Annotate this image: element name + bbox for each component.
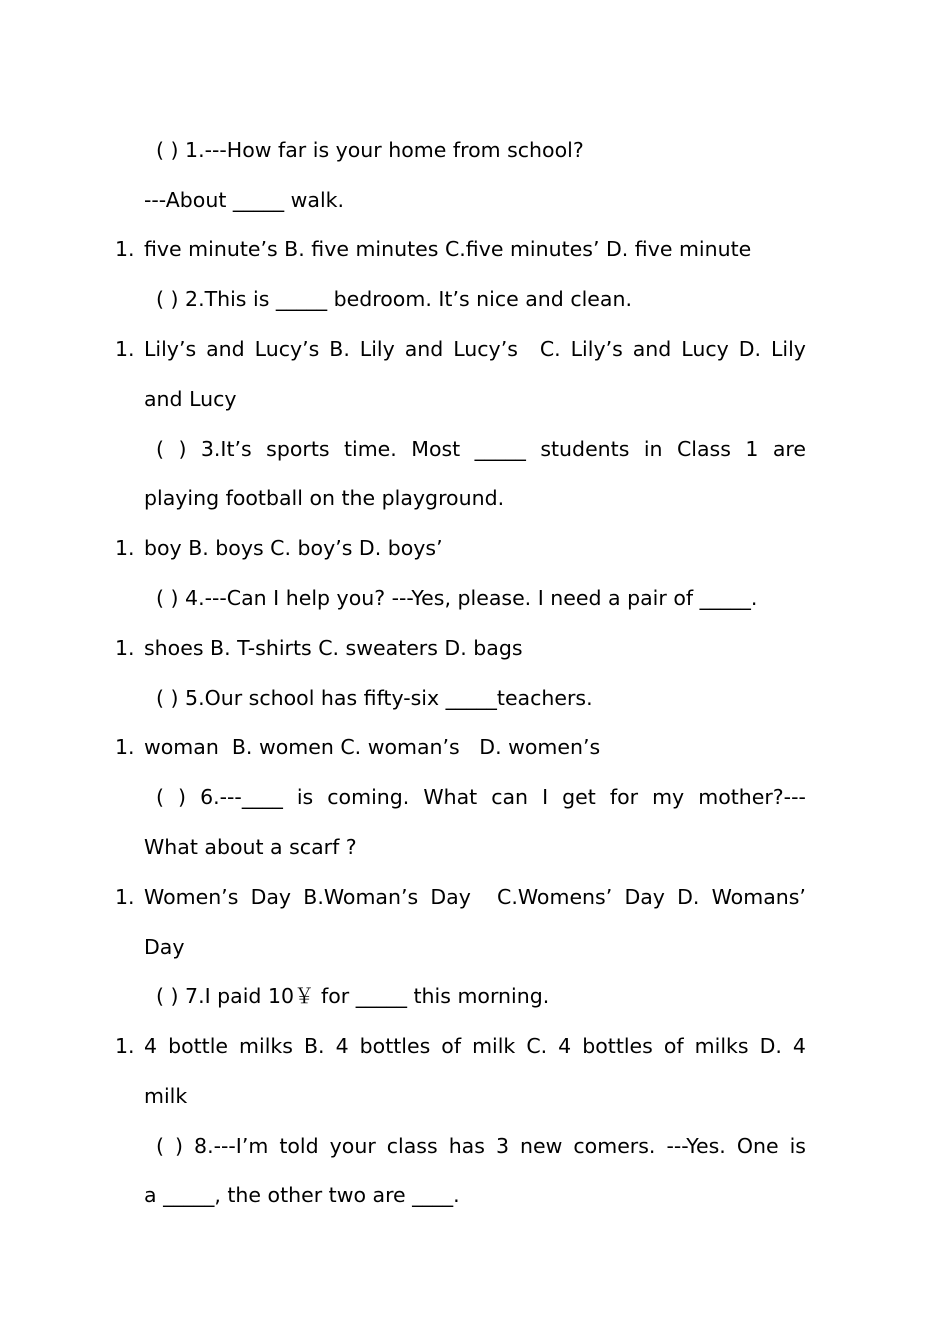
q8-stem-word: ---Yes. (666, 1134, 726, 1158)
q3-options: boy B. boys C. boy’s D. boys’ (144, 536, 443, 560)
q6-stem-word: coming. (327, 785, 410, 809)
q8-stem-word: 8.---I’m (194, 1134, 269, 1158)
q4-options: shoes B. T-shirts C. sweaters D. bags (144, 636, 523, 660)
q6-options (144, 883, 806, 911)
q8-stem-word: has (448, 1134, 485, 1158)
q2-stem: ( ) 2.This is _____ bedroom. It’s nice and clean. (156, 287, 632, 311)
q6-options-continued: Day (144, 935, 185, 959)
q8-stem-word: new (520, 1134, 563, 1158)
q2-option-word: Lily’s (144, 337, 197, 361)
q3-stem-word: 3.It’s (200, 437, 252, 461)
q7-option-word: milks (694, 1034, 749, 1058)
q2-option-number: 1. (115, 337, 135, 361)
q3-stem (156, 435, 806, 463)
q1-option-number: 1. (115, 237, 135, 261)
q3-stem-continued: playing football on the playground. (144, 486, 505, 510)
q5-option-number: 1. (115, 735, 135, 759)
q3-stem-word: students (540, 437, 630, 461)
q8-stem-word: ) (175, 1134, 184, 1158)
q2-option-word: and (404, 337, 444, 361)
q8-stem-word: 3 (495, 1134, 509, 1158)
q8-stem-word: is (789, 1134, 806, 1158)
q4-stem: ( ) 4.---Can I help you? ---Yes, please. I need a pair of _____. (156, 586, 758, 610)
q6-stem-word: for (609, 785, 639, 809)
q2-option-word: and (632, 337, 672, 361)
q3-stem-word: ( (156, 437, 164, 461)
q7-options (144, 1032, 806, 1060)
q6-option-word: C.Womens’ (497, 885, 613, 909)
q6-option-word: Day (624, 885, 665, 909)
q3-stem-word: 1 (745, 437, 759, 461)
q6-option-word: D. (677, 885, 700, 909)
q5-options: woman B. women C. woman’s D. women’s (144, 735, 601, 759)
q2-option-word: and (206, 337, 245, 361)
q8-stem-word: ( (156, 1134, 164, 1158)
q7-option-word: of (663, 1034, 684, 1058)
q3-stem-word: _____ (474, 437, 526, 461)
q6-option-number: 1. (115, 885, 135, 909)
q4-option-number: 1. (115, 636, 135, 660)
q7-options-continued: milk (144, 1084, 188, 1108)
q6-stem-word: What (423, 785, 478, 809)
q7-option-number: 1. (115, 1034, 135, 1058)
q1-options: five minute’s B. five minutes C.five minutes’ D. five minute (144, 237, 752, 261)
q7-option-word: 4 (792, 1034, 806, 1058)
q7-option-word: C. (526, 1034, 548, 1058)
q8-stem-word: class (386, 1134, 438, 1158)
q2-option-word: Lily’s (570, 337, 623, 361)
q6-option-word: Womans’ (711, 885, 806, 909)
q3-stem-word: are (772, 437, 806, 461)
q2-option-word: Lily (359, 337, 395, 361)
q2-option-word: Lily (770, 337, 806, 361)
q7-option-word: bottle (168, 1034, 229, 1058)
q3-option-number: 1. (115, 536, 135, 560)
q7-option-word: bottles (582, 1034, 653, 1058)
q6-stem-word: 6.---____ (200, 785, 283, 809)
q8-stem-word: told (279, 1134, 319, 1158)
q1-stem-continued: ---About _____ walk. (144, 188, 345, 212)
q3-stem-word: sports (266, 437, 330, 461)
q2-option-word: Lucy’s (453, 337, 518, 361)
q8-stem-word: comers. (573, 1134, 656, 1158)
q7-option-word: 4 (335, 1034, 349, 1058)
q6-stem-word: my (652, 785, 685, 809)
q7-option-word: 4 (144, 1034, 158, 1058)
q3-stem-word: time. (343, 437, 397, 461)
q3-stem-word: Class (676, 437, 731, 461)
q6-stem-word: ( (156, 785, 164, 809)
q3-stem-word: Most (411, 437, 461, 461)
q3-stem-word: ) (178, 437, 187, 461)
q7-option-word: B. (303, 1034, 325, 1058)
q6-stem-continued: What about a scarf ? (144, 835, 357, 859)
q6-stem-word: can (491, 785, 529, 809)
q2-option-word: B. (329, 337, 350, 361)
q2-option-word: Lucy (681, 337, 729, 361)
q6-stem-word: mother?--- (698, 785, 806, 809)
q6-option-word: B.Woman’s (303, 885, 419, 909)
q7-stem: ( ) 7.I paid 10￥ for _____ this morning. (156, 984, 550, 1008)
q8-stem (156, 1132, 806, 1160)
q7-option-word: milk (472, 1034, 516, 1058)
q6-option-word: Day (250, 885, 292, 909)
q8-stem-word: One (736, 1134, 779, 1158)
q2-option-word: D. (738, 337, 762, 361)
q2-options-continued: and Lucy (144, 387, 237, 411)
q6-option-word: Women’s (144, 885, 239, 909)
q6-stem-word: ) (178, 785, 187, 809)
q5-stem: ( ) 5.Our school has fifty-six _____teachers. (156, 686, 593, 710)
q7-option-word: 4 (558, 1034, 572, 1058)
q1-stem: ( ) 1.---How far is your home from school? (156, 138, 584, 162)
q7-option-word: D. (759, 1034, 782, 1058)
q7-option-word: bottles (359, 1034, 431, 1058)
q3-stem-word: in (643, 437, 663, 461)
q2-option-word: C. (539, 337, 561, 361)
q8-stem-continued: a _____, the other two are ____. (144, 1183, 460, 1207)
q6-stem (156, 783, 806, 811)
q7-option-word: of (441, 1034, 462, 1058)
q6-stem-word: I (542, 785, 549, 809)
q6-option-word: Day (430, 885, 471, 909)
q2-options (144, 335, 806, 363)
q8-stem-word: your (329, 1134, 376, 1158)
q6-stem-word: get (562, 785, 596, 809)
q2-option-word: Lucy’s (254, 337, 320, 361)
q6-stem-word: is (296, 785, 314, 809)
q7-option-word: milks (239, 1034, 293, 1058)
